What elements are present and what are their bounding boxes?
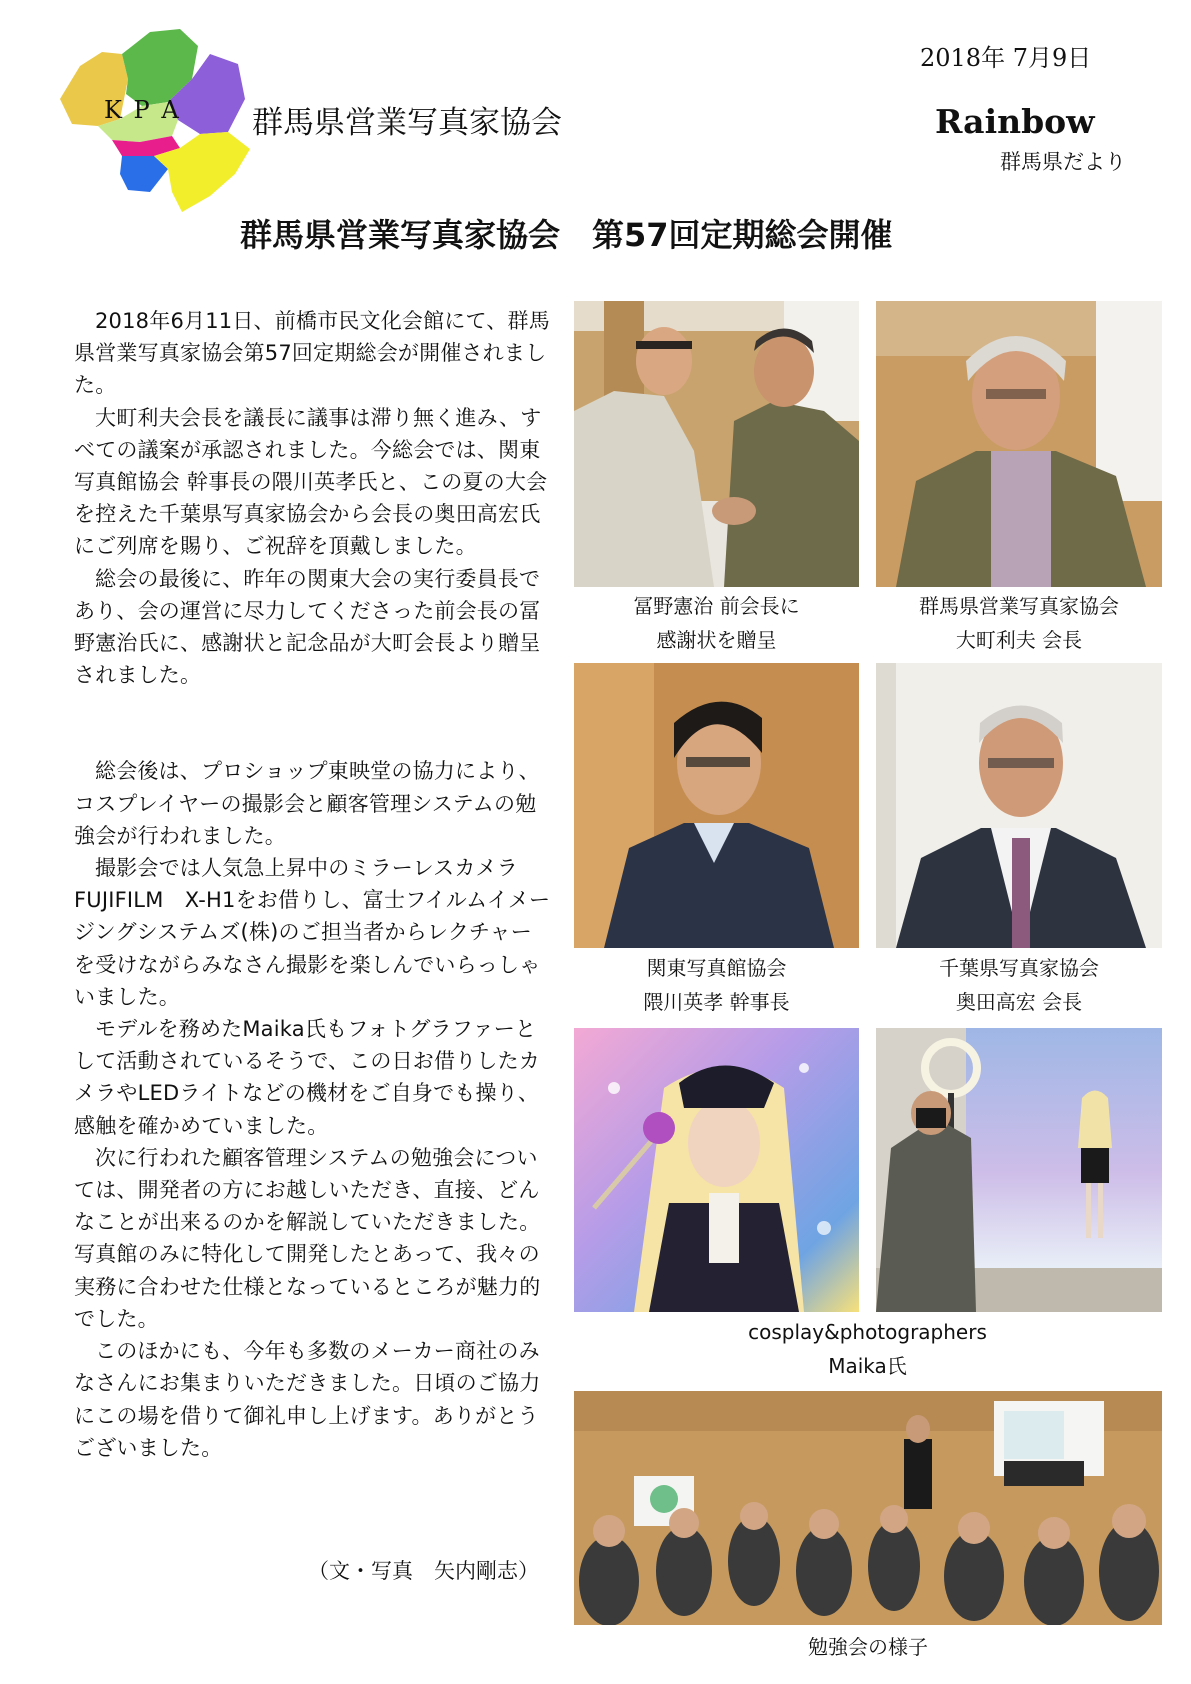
caption-line: 千葉県写真家協会 [939,956,1099,980]
caption-line: 大町利夫 会長 [955,628,1083,652]
photo-kanto-secretary [574,663,859,948]
caption-photo4 [876,951,1162,1019]
caption-line: 勉強会の様子 [808,1635,928,1659]
article-paragraph: 総会の最後に、昨年の関東大会の実行委員長であり、会の運営に尽力してくださった前会長の冨野憲治氏に、感謝状と記念品が大町会長より贈呈されました。 [74,566,541,688]
photo-handshake [574,301,859,587]
caption-photo56 [700,1315,1035,1383]
photo-study-session [574,1391,1162,1625]
paragraph-spacer [74,691,552,755]
caption-line: Maika氏 [828,1354,907,1378]
caption-line: cosplay&photographers [748,1320,987,1344]
caption-photo3 [574,951,859,1019]
caption-photo2 [876,589,1162,657]
article-paragraph: 2018年6月11日、前橋市民文化会館にて、群馬県営業写真家協会第57回定期総会が開催されました。 [74,309,550,398]
newsletter-subtitle: 群馬県だより [1000,150,1126,174]
article-paragraph: 総会後は、プロショップ東映堂の協力により、コスプレイヤーの撮影会と顧客管理システムの勉強会が行われました。 [74,759,540,848]
article-paragraph: モデルを務めたMaika氏もフォトグラファーとして活動されているそうで、この日お借りしたカメラやLEDライトなどの機材をご自身でも操り、感触を確かめていました。 [74,1017,540,1138]
article-paragraph: 大町利夫会長を議長に議事は滞り無く進み、すべての議案が承認されました。今総会では、関東写真館協会 幹事長の隈川英孝氏と、この夏の大会を控えた千葉県写真家協会から会長の奥田高宏氏にご列席を賜り、ご祝辞を頂戴しました。 [74,405,548,559]
caption-photo1 [574,589,859,657]
caption-line: 関東写真館協会 [646,956,787,980]
caption-line: 奥田高宏 会長 [955,990,1083,1014]
organization-name: 群馬県営業写真家協会 [252,105,562,141]
article-body [74,305,552,1464]
logo-text: K P A [104,96,181,124]
caption-line: 群馬県営業写真家協会 [919,594,1119,618]
photo-president [876,301,1162,587]
photo-chiba-president [876,663,1162,948]
photo-cosplayer [574,1028,859,1312]
kpa-logo [50,24,260,219]
page-headline: 群馬県営業写真家協会 第57回定期総会開催 [240,216,893,254]
caption-photo7 [574,1630,1162,1664]
photo-photo-session [876,1028,1162,1312]
caption-line: 隈川英孝 幹事長 [643,990,790,1014]
article-credit: （文・写真 矢内剛志） [308,1559,539,1583]
caption-line: 冨野憲治 前会長に [633,594,800,618]
article-paragraph: 撮影会では人気急上昇中のミラーレスカメラFUJIFILM X-H1をお借りし、富士フイルムイメージングシステムズ(株)のご担当者からレクチャーを受けながらみなさん撮影を楽しんでいらっしゃいました。 [74,856,551,1009]
issue-date: 2018年 7月9日 [920,44,1092,72]
article-paragraph: このほかにも、今年も多数のメーカー商社のみなさんにお集まりいただきました。日頃のご協力にこの場を借りて御礼申し上げます。ありがとうございました。 [74,1339,541,1460]
caption-line: 感謝状を贈呈 [656,628,777,652]
article-paragraph: 次に行われた顧客管理システムの勉強会については、開発者の方にお越しいただき、直接、どんなことが出来るのかを解説していただきました。写真館のみに特化して開発したとあって、我々の実務に合わせた仕様となっているところが魅力的でした。 [74,1145,541,1331]
newsletter-title: Rainbow [935,102,1095,141]
